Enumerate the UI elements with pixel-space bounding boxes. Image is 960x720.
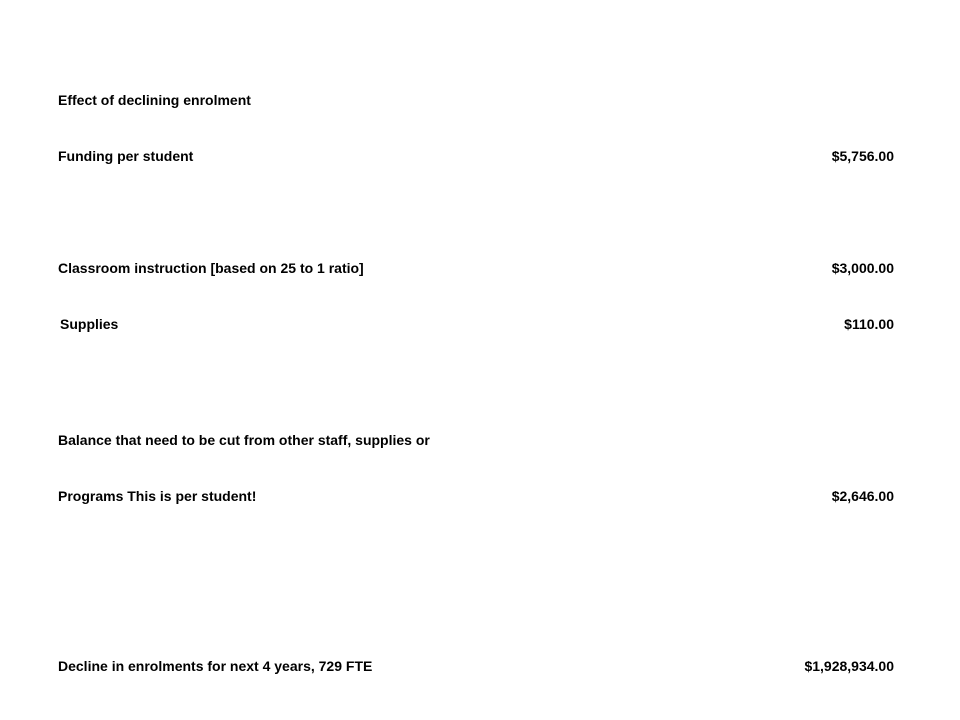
row-label: Programs This is per student! bbox=[58, 488, 257, 504]
row-label: Funding per student bbox=[58, 148, 194, 164]
row-label: Balance that need to be cut from other staff, supplies or bbox=[58, 432, 430, 448]
row-amount: $1,928,934.00 bbox=[804, 658, 894, 674]
row-amount: $110.00 bbox=[844, 316, 894, 332]
row-label: Classroom instruction [based on 25 to 1 ratio] bbox=[58, 260, 364, 276]
row-amount: $5,756.00 bbox=[831, 148, 894, 164]
row-enrolment-decline bbox=[58, 656, 894, 676]
row-programs-per-student bbox=[58, 486, 894, 506]
row-amount: $3,000.00 bbox=[831, 260, 894, 276]
row-supplies bbox=[58, 314, 894, 334]
document-title-line bbox=[58, 90, 894, 110]
row-label: Decline in enrolments for next 4 years, 729 FTE bbox=[58, 658, 373, 674]
document-title: Effect of declining enrolment bbox=[58, 92, 251, 108]
row-classroom-instruction bbox=[58, 258, 894, 278]
row-balance-to-cut bbox=[58, 430, 894, 450]
row-funding-per-student bbox=[58, 146, 894, 166]
row-label: Supplies bbox=[60, 316, 119, 332]
row-amount: $2,646.00 bbox=[831, 488, 894, 504]
